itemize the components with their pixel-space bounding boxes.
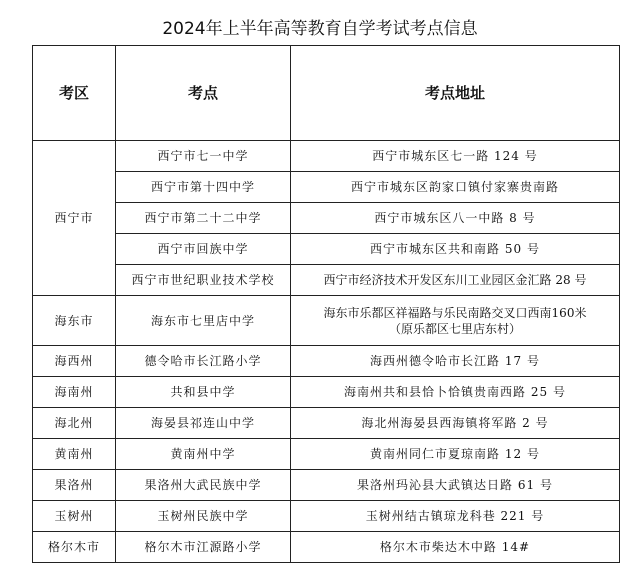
address-cell: 西宁市城东区韵家口镇付家寨贵南路: [291, 172, 620, 203]
address-cell: [291, 296, 620, 346]
region-cell: 玉树州: [33, 501, 116, 532]
table-row: [33, 172, 620, 203]
address-cell: 玉树州结古镇琼龙科巷 221 号: [291, 501, 620, 532]
table-row: [33, 439, 620, 470]
table-row: [33, 203, 620, 234]
site-cell: 海晏县祁连山中学: [116, 408, 291, 439]
table-row: [33, 141, 620, 172]
site-cell: 西宁市第十四中学: [116, 172, 291, 203]
address-cell: 海北州海晏县西海镇将军路 2 号: [291, 408, 620, 439]
address-note: （原乐都区七里店东村）: [388, 321, 521, 336]
table-header: [33, 46, 620, 141]
address-cell: 黄南州同仁市夏琼南路 12 号: [291, 439, 620, 470]
table-row: [33, 296, 620, 346]
address-cell: 西宁市经济技术开发区东川工业园区金汇路 28 号: [291, 265, 620, 296]
header-site: 考点: [116, 46, 291, 141]
address-cell: 果洛州玛沁县大武镇达日路 61 号: [291, 470, 620, 501]
table-row: [33, 377, 620, 408]
address-cell: 格尔木市柴达木中路 14#: [291, 532, 620, 563]
site-cell: 德令哈市长江路小学: [116, 346, 291, 377]
page-title: 2024年上半年高等教育自学考试考点信息: [162, 19, 478, 39]
site-cell: 共和县中学: [116, 377, 291, 408]
address-line: 海东市乐都区祥福路与乐民南路交叉口西南160米: [323, 305, 587, 320]
table-row: [33, 408, 620, 439]
site-cell: 黄南州中学: [116, 439, 291, 470]
header-address: 考点地址: [291, 46, 620, 141]
site-cell: 玉树州民族中学: [116, 501, 291, 532]
region-cell: 西宁市: [33, 141, 116, 296]
site-cell: 西宁市第二十二中学: [116, 203, 291, 234]
region-cell: 海北州: [33, 408, 116, 439]
table-row: [33, 532, 620, 563]
region-cell: 黄南州: [33, 439, 116, 470]
table-row: [33, 265, 620, 296]
site-cell: 西宁市七一中学: [116, 141, 291, 172]
header-region: 考区: [33, 46, 116, 141]
region-cell: 格尔木市: [33, 532, 116, 563]
address-cell: 西宁市城东区八一中路 8 号: [291, 203, 620, 234]
site-cell: 海东市七里店中学: [116, 296, 291, 346]
table-row: [33, 346, 620, 377]
address-cell: 西宁市城东区七一路 124 号: [291, 141, 620, 172]
table-row: [33, 470, 620, 501]
address-cell: 西宁市城东区共和南路 50 号: [291, 234, 620, 265]
address-cell: 海南州共和县恰卜恰镇贵南西路 25 号: [291, 377, 620, 408]
table-row: [33, 234, 620, 265]
table-row: [33, 501, 620, 532]
region-cell: 海东市: [33, 296, 116, 346]
site-cell: 格尔木市江源路小学: [116, 532, 291, 563]
site-cell: 西宁市回族中学: [116, 234, 291, 265]
address-cell: 海西州德令哈市长江路 17 号: [291, 346, 620, 377]
region-cell: 果洛州: [33, 470, 116, 501]
site-cell: 西宁市世纪职业技术学校: [116, 265, 291, 296]
exam-sites-table: [32, 45, 620, 563]
region-cell: 海南州: [33, 377, 116, 408]
region-cell: 海西州: [33, 346, 116, 377]
site-cell: 果洛州大武民族中学: [116, 470, 291, 501]
